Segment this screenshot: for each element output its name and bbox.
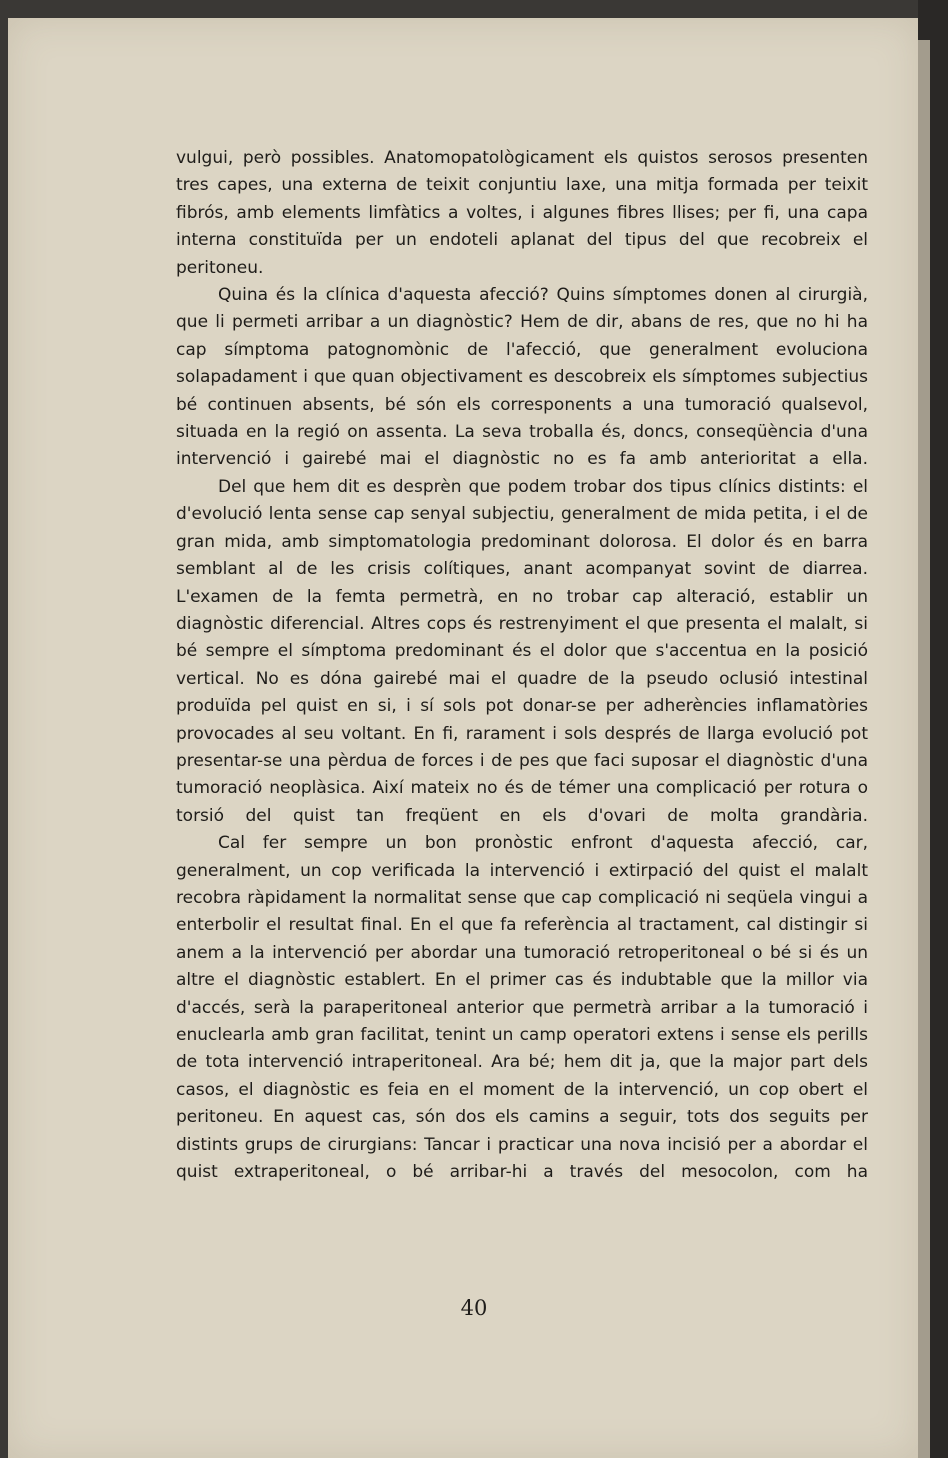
paragraph-2: Quina és la clínica d'aquesta afecció? Quins símptomes donen al cirurgià, que li permeti arribar a un diagnòstic? Hem de dir, abans de res, que no hi ha cap símptoma patognomònic de l'afecció, que generalment evoluciona solapadament i que quan objectivament es descobreix els símptomes subjectius bé continuen absents, bé són els corresponents a una tumoració qualsevol, situada en la regió on assenta. La seva troballa és, doncs, conseqüència d'una intervenció i gairebé mai el diagnòstic no es fa amb anterioritat a ella. — [176, 285, 868, 470]
paragraph-4: Cal fer sempre un bon pronòstic enfront d'aquesta afecció, car, generalment, un cop verificada la intervenció i extirpació del quist el malalt recobra ràpidament la normalitat sense que cap complicació ni seqüela vingui a enterbolir el resultat final. En el que fa referència al tractament, cal distingir si anem a la intervenció per abordar una tumoració retroperitoneal o bé si és un altre el diagnòstic establert. En el primer cas és indubtable que la millor via d'accés, serà la paraperitoneal anterior que permetrà arribar a la tumoració i enuclearla amb gran facilitat, tenint un camp operatori extens i sense els perills de tota intervenció intraperitoneal. Ara bé; hem dit ja, que la major part dels casos, el diagnòstic es feia en el moment de la intervenció, un cop obert el peritoneu. En aquest cas, són dos els camins a seguir, tots dos seguits per distints grups de cirurgians: Tancar i practicar una nova incisió per a abordar el quist extraperitoneal, o bé arribar-hi a través del mesocolon, com ha — [176, 833, 868, 1183]
page-edge-strip — [918, 40, 930, 1458]
body-text — [176, 145, 868, 1186]
page-number: 40 — [460, 1296, 488, 1320]
paragraph-3: Del que hem dit es desprèn que podem trobar dos tipus clínics distints: el d'evolució lenta sense cap senyal subjectiu, generalment de mida petita, i el de gran mida, amb simptomatologia predominant dolorosa. El dolor és en barra semblant al de les crisis colítiques, anant acompanyat sovint de diarrea. L'examen de la femta permetrà, en no trobar cap alteració, establir un diagnòstic diferencial. Altres cops és restrenyiment el que presenta el malalt, si bé sempre el símptoma predominant és el dolor que s'accentua en la posició vertical. No es dóna gairebé mai el quadre de la pseudo oclusió intestinal produïda pel quist en si, i sí sols pot donar-se per adherències inflamatòries provocades al seu voltant. En fi, rarament i sols després de llarga evolució pot presentar-se una pèrdua de forces i de pes que faci suposar el diagnòstic d'una tumoració neoplàsica. Així mateix no és de témer una complicació per rotura o torsió del quist tan freqüent en els d'ovari de molta grandària. — [176, 476, 868, 826]
paragraph-1: vulgui, però possibles. Anatomopatològicament els quistos serosos presenten tres capes, una externa de teixit conjuntiu laxe, una mitja formada per teixit fibrós, amb elements limfàtics a voltes, i algunes fibres llises; per fi, una capa interna constituïda per un endoteli aplanat del tipus del que recobreix el peritoneu. — [176, 148, 868, 278]
